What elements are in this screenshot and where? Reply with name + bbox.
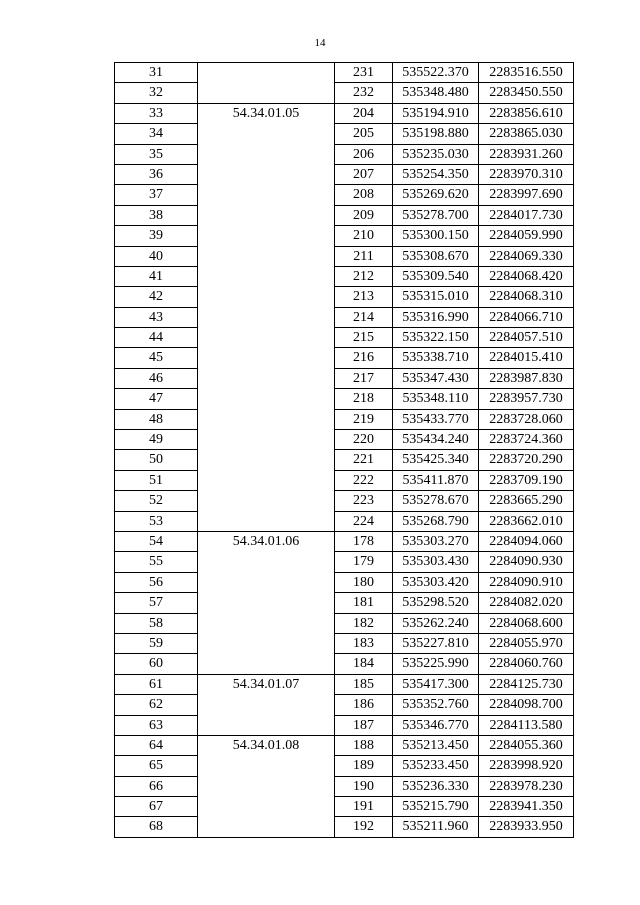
y-coordinate-cell: 2284068.600 — [479, 613, 574, 633]
x-coordinate-cell: 535433.770 — [393, 409, 479, 429]
row-number-cell: 47 — [115, 389, 198, 409]
y-coordinate-cell: 2283941.350 — [479, 797, 574, 817]
x-coordinate-cell: 535308.670 — [393, 246, 479, 266]
table-row — [115, 409, 574, 429]
y-coordinate-cell: 2283978.230 — [479, 776, 574, 796]
table-row — [115, 164, 574, 184]
y-coordinate-cell: 2283516.550 — [479, 63, 574, 83]
row-number-cell: 66 — [115, 776, 198, 796]
y-coordinate-cell: 2284068.310 — [479, 287, 574, 307]
x-coordinate-cell: 535236.330 — [393, 776, 479, 796]
coordinate-table — [114, 62, 574, 838]
point-number-cell: 209 — [335, 205, 393, 225]
x-coordinate-cell: 535303.430 — [393, 552, 479, 572]
coordinate-table-body — [115, 63, 574, 838]
y-coordinate-cell: 2283720.290 — [479, 450, 574, 470]
table-row — [115, 756, 574, 776]
point-number-cell: 219 — [335, 409, 393, 429]
row-number-cell: 67 — [115, 797, 198, 817]
x-coordinate-cell: 535269.620 — [393, 185, 479, 205]
table-row — [115, 511, 574, 531]
table-row — [115, 674, 574, 694]
table-row — [115, 450, 574, 470]
y-coordinate-cell: 2283865.030 — [479, 124, 574, 144]
row-number-cell: 46 — [115, 368, 198, 388]
table-row — [115, 83, 574, 103]
x-coordinate-cell: 535303.270 — [393, 531, 479, 551]
row-number-cell: 34 — [115, 124, 198, 144]
x-coordinate-cell: 535315.010 — [393, 287, 479, 307]
table-row — [115, 307, 574, 327]
x-coordinate-cell: 535348.480 — [393, 83, 479, 103]
table-row — [115, 593, 574, 613]
table-row — [115, 430, 574, 450]
y-coordinate-cell: 2283970.310 — [479, 164, 574, 184]
point-number-cell: 214 — [335, 307, 393, 327]
row-number-cell: 36 — [115, 164, 198, 184]
point-number-cell: 208 — [335, 185, 393, 205]
row-number-cell: 68 — [115, 817, 198, 837]
point-number-cell: 215 — [335, 328, 393, 348]
table-row — [115, 552, 574, 572]
x-coordinate-cell: 535522.370 — [393, 63, 479, 83]
x-coordinate-cell: 535233.450 — [393, 756, 479, 776]
y-coordinate-cell: 2283856.610 — [479, 103, 574, 123]
point-number-cell: 212 — [335, 266, 393, 286]
table-row — [115, 613, 574, 633]
y-coordinate-cell: 2284090.930 — [479, 552, 574, 572]
point-number-cell: 231 — [335, 63, 393, 83]
point-number-cell: 191 — [335, 797, 393, 817]
y-coordinate-cell: 2284055.970 — [479, 633, 574, 653]
x-coordinate-cell: 535303.420 — [393, 572, 479, 592]
table-row — [115, 817, 574, 837]
point-number-cell: 192 — [335, 817, 393, 837]
parcel-id-cell: 54.34.01.07 — [198, 674, 335, 735]
y-coordinate-cell: 2284055.360 — [479, 735, 574, 755]
table-row — [115, 185, 574, 205]
y-coordinate-cell: 2283665.290 — [479, 491, 574, 511]
x-coordinate-cell: 535434.240 — [393, 430, 479, 450]
y-coordinate-cell: 2283933.950 — [479, 817, 574, 837]
table-row — [115, 328, 574, 348]
row-number-cell: 35 — [115, 144, 198, 164]
row-number-cell: 43 — [115, 307, 198, 327]
y-coordinate-cell: 2283997.690 — [479, 185, 574, 205]
row-number-cell: 49 — [115, 430, 198, 450]
y-coordinate-cell: 2284059.990 — [479, 226, 574, 246]
table-row — [115, 633, 574, 653]
y-coordinate-cell: 2283957.730 — [479, 389, 574, 409]
parcel-id-cell: 54.34.01.05 — [198, 103, 335, 531]
point-number-cell: 182 — [335, 613, 393, 633]
x-coordinate-cell: 535278.700 — [393, 205, 479, 225]
point-number-cell: 205 — [335, 124, 393, 144]
table-row — [115, 735, 574, 755]
table-row — [115, 368, 574, 388]
x-coordinate-cell: 535298.520 — [393, 593, 479, 613]
row-number-cell: 44 — [115, 328, 198, 348]
x-coordinate-cell: 535211.960 — [393, 817, 479, 837]
table-row — [115, 205, 574, 225]
row-number-cell: 40 — [115, 246, 198, 266]
x-coordinate-cell: 535338.710 — [393, 348, 479, 368]
row-number-cell: 63 — [115, 715, 198, 735]
x-coordinate-cell: 535425.340 — [393, 450, 479, 470]
table-row — [115, 266, 574, 286]
page-number: 14 — [314, 37, 326, 49]
row-number-cell: 58 — [115, 613, 198, 633]
y-coordinate-cell: 2284068.420 — [479, 266, 574, 286]
y-coordinate-cell: 2283987.830 — [479, 368, 574, 388]
table-row — [115, 124, 574, 144]
x-coordinate-cell: 535262.240 — [393, 613, 479, 633]
row-number-cell: 32 — [115, 83, 198, 103]
parcel-id-cell: 54.34.01.06 — [198, 531, 335, 674]
point-number-cell: 206 — [335, 144, 393, 164]
point-number-cell: 189 — [335, 756, 393, 776]
table-row — [115, 715, 574, 735]
row-number-cell: 59 — [115, 633, 198, 653]
table-row — [115, 226, 574, 246]
point-number-cell: 222 — [335, 470, 393, 490]
x-coordinate-cell: 535347.430 — [393, 368, 479, 388]
table-row — [115, 103, 574, 123]
table-row — [115, 246, 574, 266]
row-number-cell: 51 — [115, 470, 198, 490]
x-coordinate-cell: 535278.670 — [393, 491, 479, 511]
row-number-cell: 48 — [115, 409, 198, 429]
x-coordinate-cell: 535352.760 — [393, 695, 479, 715]
y-coordinate-cell: 2284060.760 — [479, 654, 574, 674]
y-coordinate-cell: 2284094.060 — [479, 531, 574, 551]
row-number-cell: 57 — [115, 593, 198, 613]
y-coordinate-cell: 2283709.190 — [479, 470, 574, 490]
row-number-cell: 55 — [115, 552, 198, 572]
row-number-cell: 41 — [115, 266, 198, 286]
table-row — [115, 776, 574, 796]
row-number-cell: 62 — [115, 695, 198, 715]
row-number-cell: 61 — [115, 674, 198, 694]
x-coordinate-cell: 535225.990 — [393, 654, 479, 674]
y-coordinate-cell: 2284098.700 — [479, 695, 574, 715]
table-row — [115, 797, 574, 817]
point-number-cell: 211 — [335, 246, 393, 266]
row-number-cell: 60 — [115, 654, 198, 674]
x-coordinate-cell: 535322.150 — [393, 328, 479, 348]
point-number-cell: 185 — [335, 674, 393, 694]
point-number-cell: 218 — [335, 389, 393, 409]
row-number-cell: 53 — [115, 511, 198, 531]
y-coordinate-cell: 2283724.360 — [479, 430, 574, 450]
y-coordinate-cell: 2283450.550 — [479, 83, 574, 103]
y-coordinate-cell: 2284066.710 — [479, 307, 574, 327]
row-number-cell: 65 — [115, 756, 198, 776]
point-number-cell: 178 — [335, 531, 393, 551]
point-number-cell: 221 — [335, 450, 393, 470]
point-number-cell: 184 — [335, 654, 393, 674]
row-number-cell: 64 — [115, 735, 198, 755]
x-coordinate-cell: 535198.880 — [393, 124, 479, 144]
table-row — [115, 287, 574, 307]
point-number-cell: 187 — [335, 715, 393, 735]
x-coordinate-cell: 535215.790 — [393, 797, 479, 817]
table-row — [115, 531, 574, 551]
row-number-cell: 33 — [115, 103, 198, 123]
row-number-cell: 52 — [115, 491, 198, 511]
parcel-id-cell: 54.34.01.08 — [198, 735, 335, 837]
y-coordinate-cell: 2284113.580 — [479, 715, 574, 735]
x-coordinate-cell: 535194.910 — [393, 103, 479, 123]
point-number-cell: 181 — [335, 593, 393, 613]
point-number-cell: 183 — [335, 633, 393, 653]
point-number-cell: 213 — [335, 287, 393, 307]
y-coordinate-cell: 2284017.730 — [479, 205, 574, 225]
table-row — [115, 654, 574, 674]
table-row — [115, 348, 574, 368]
x-coordinate-cell: 535235.030 — [393, 144, 479, 164]
y-coordinate-cell: 2284125.730 — [479, 674, 574, 694]
table-row — [115, 695, 574, 715]
row-number-cell: 42 — [115, 287, 198, 307]
row-number-cell: 45 — [115, 348, 198, 368]
point-number-cell: 223 — [335, 491, 393, 511]
row-number-cell: 56 — [115, 572, 198, 592]
table-row — [115, 389, 574, 409]
x-coordinate-cell: 535300.150 — [393, 226, 479, 246]
point-number-cell: 204 — [335, 103, 393, 123]
x-coordinate-cell: 535309.540 — [393, 266, 479, 286]
x-coordinate-cell: 535227.810 — [393, 633, 479, 653]
point-number-cell: 220 — [335, 430, 393, 450]
table-row — [115, 144, 574, 164]
x-coordinate-cell: 535348.110 — [393, 389, 479, 409]
row-number-cell: 31 — [115, 63, 198, 83]
x-coordinate-cell: 535316.990 — [393, 307, 479, 327]
x-coordinate-cell: 535254.350 — [393, 164, 479, 184]
y-coordinate-cell: 2283662.010 — [479, 511, 574, 531]
table-row — [115, 470, 574, 490]
point-number-cell: 179 — [335, 552, 393, 572]
y-coordinate-cell: 2284057.510 — [479, 328, 574, 348]
point-number-cell: 210 — [335, 226, 393, 246]
point-number-cell: 207 — [335, 164, 393, 184]
table-row — [115, 63, 574, 83]
row-number-cell: 38 — [115, 205, 198, 225]
x-coordinate-cell: 535417.300 — [393, 674, 479, 694]
y-coordinate-cell: 2283931.260 — [479, 144, 574, 164]
point-number-cell: 190 — [335, 776, 393, 796]
y-coordinate-cell: 2284069.330 — [479, 246, 574, 266]
point-number-cell: 224 — [335, 511, 393, 531]
table-row — [115, 491, 574, 511]
point-number-cell: 217 — [335, 368, 393, 388]
row-number-cell: 54 — [115, 531, 198, 551]
row-number-cell: 37 — [115, 185, 198, 205]
y-coordinate-cell: 2283998.920 — [479, 756, 574, 776]
x-coordinate-cell: 535411.870 — [393, 470, 479, 490]
point-number-cell: 188 — [335, 735, 393, 755]
point-number-cell: 232 — [335, 83, 393, 103]
x-coordinate-cell: 535268.790 — [393, 511, 479, 531]
y-coordinate-cell: 2284015.410 — [479, 348, 574, 368]
table-row — [115, 572, 574, 592]
x-coordinate-cell: 535213.450 — [393, 735, 479, 755]
parcel-id-cell — [198, 63, 335, 104]
y-coordinate-cell: 2284082.020 — [479, 593, 574, 613]
y-coordinate-cell: 2283728.060 — [479, 409, 574, 429]
point-number-cell: 216 — [335, 348, 393, 368]
row-number-cell: 50 — [115, 450, 198, 470]
x-coordinate-cell: 535346.770 — [393, 715, 479, 735]
point-number-cell: 186 — [335, 695, 393, 715]
row-number-cell: 39 — [115, 226, 198, 246]
y-coordinate-cell: 2284090.910 — [479, 572, 574, 592]
point-number-cell: 180 — [335, 572, 393, 592]
